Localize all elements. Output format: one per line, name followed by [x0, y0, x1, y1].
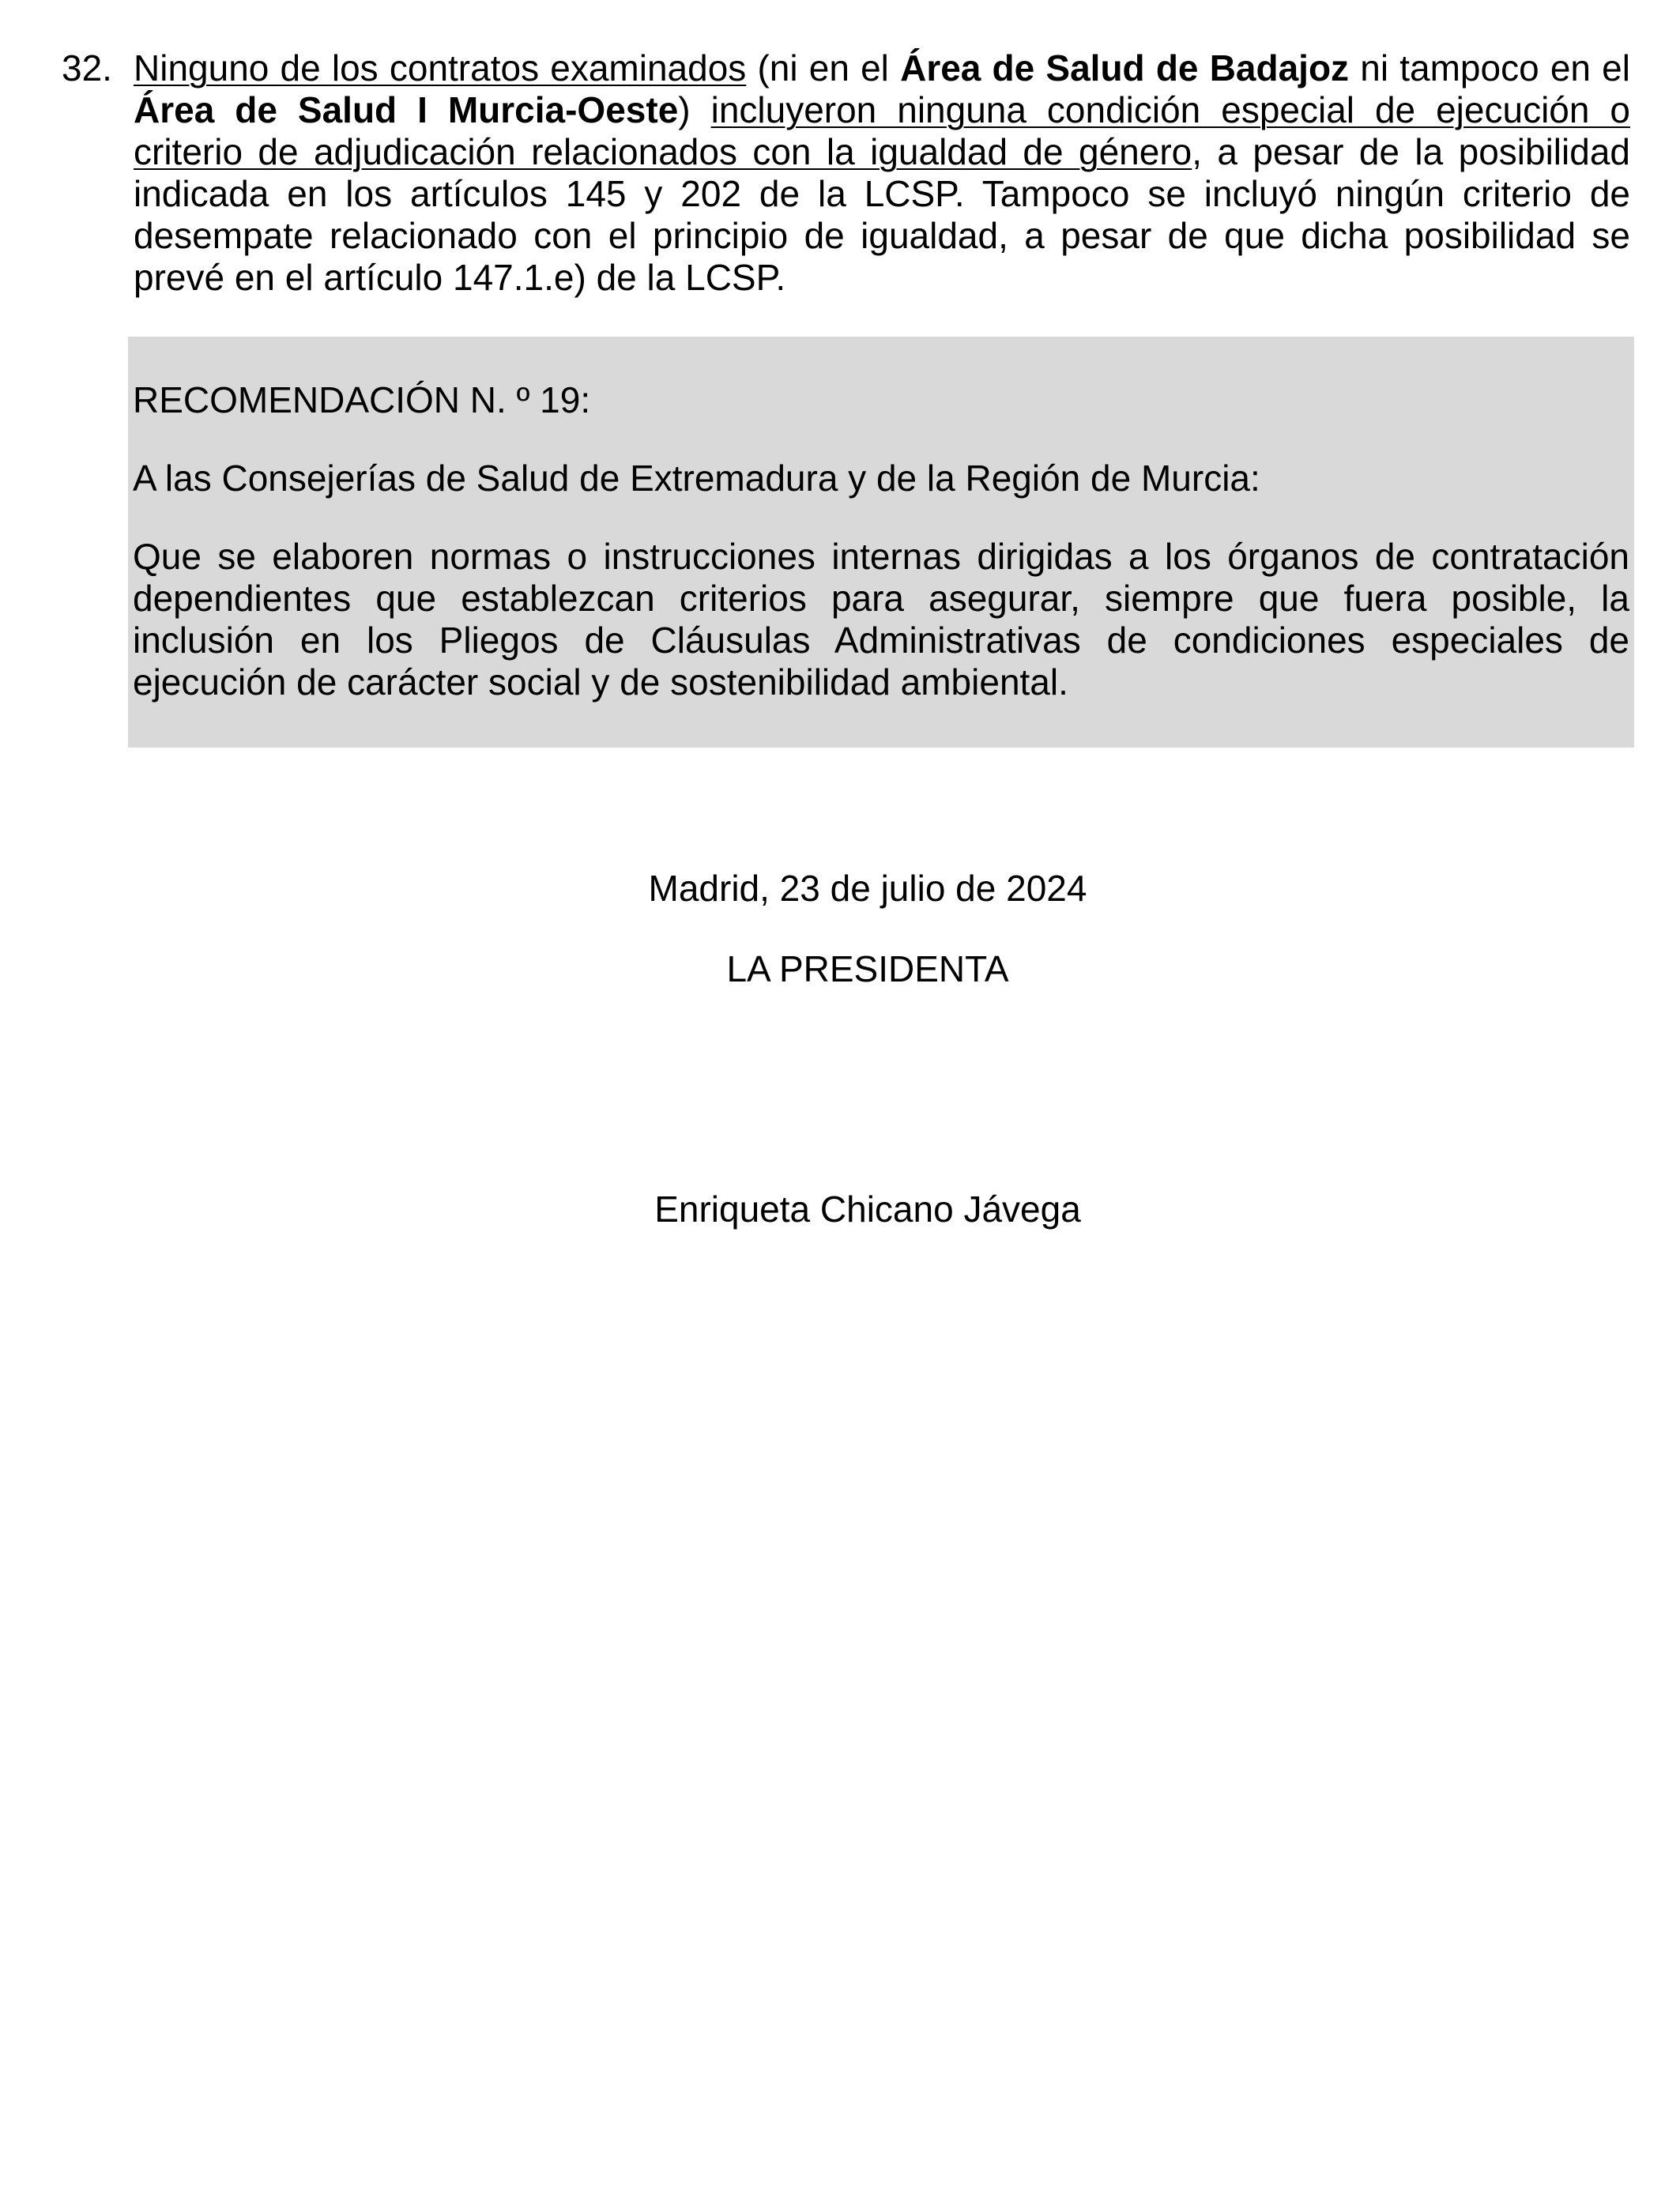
recommendation-addressee: A las Consejerías de Salud de Extremadura y de la Región de Murcia:: [133, 458, 1260, 499]
item-segment-1: Ninguno de los contratos examinados: [134, 47, 747, 89]
item-segment-5: Área de Salud I Murcia-Oeste: [134, 89, 679, 130]
item-segment-4: ni tampoco en el: [1349, 47, 1630, 89]
item-paragraph: [134, 47, 1630, 299]
signer-name: Enriqueta Chicano Jávega: [654, 1189, 1081, 1230]
item-segment-2: (ni en el: [746, 47, 901, 89]
item-segment-7: incluyeron ninguna condición especial de ejecución o criterio de adjudicación relacionados con la igualdad de género: [134, 89, 1631, 172]
recommendation-body: Que se elaboren normas o instrucciones internas dirigidas a los órganos de contratación dependientes que establezcan criterios para asegurar, siempre que fuera posible, la inclusión en los Pliegos de Cláusulas Administrativas de condiciones especiales de ejecución de carácter social y de sostenibilidad ambiental.: [133, 536, 1629, 703]
item-segment-6: ): [678, 89, 711, 130]
recommendation-box: [128, 337, 1634, 748]
signer-title: LA PRESIDENTA: [726, 948, 1009, 989]
recommendation-title: RECOMENDACIÓN N. º 19:: [133, 379, 591, 420]
item-segment-8: , a pesar de la posibilidad indicada en los artículos 145 y 202 de la LCSP. Tampoco se incluyó ningún criterio de desempate relacionado con el principio de igualdad, a pesar de que dicha posibilidad se prevé en el artículo 147.1.e) de la LCSP.: [134, 131, 1630, 298]
place-date: Madrid, 23 de julio de 2024: [648, 868, 1087, 909]
item-number: 32.: [62, 47, 112, 89]
item-segment-3: Área de Salud de Badajoz: [900, 47, 1350, 89]
recommendation-content: [133, 379, 1629, 703]
